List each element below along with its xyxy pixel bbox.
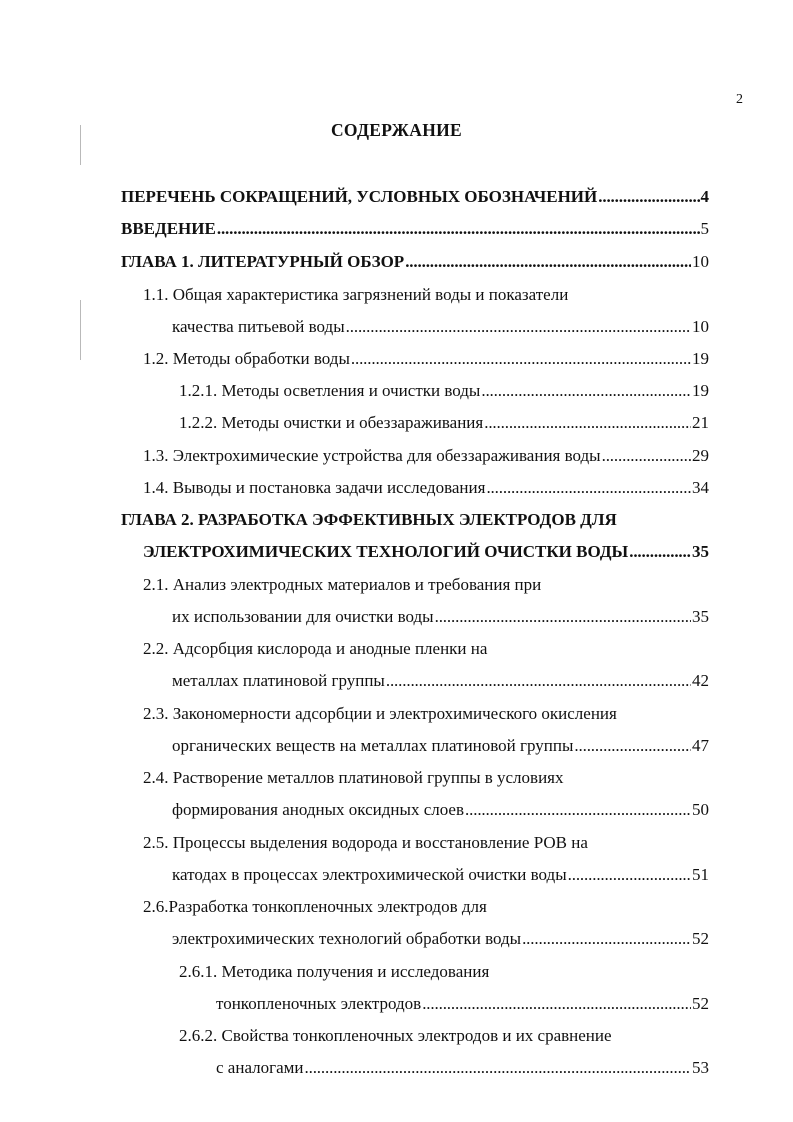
- toc-entry[interactable]: [179, 380, 709, 402]
- toc-entry[interactable]: [172, 735, 709, 757]
- toc-entry[interactable]: [172, 799, 709, 821]
- toc-entry-text: 2.6.Разработка тонкопленочных электродов для: [143, 897, 487, 916]
- toc-entry-text: 1.4. Выводы и постановка задачи исследования: [143, 478, 486, 497]
- toc-entry-page: 10: [692, 252, 709, 271]
- toc-leader: [386, 670, 691, 692]
- toc-entry-text: 1.3. Электрохимические устройства для обеззараживания воды: [143, 446, 601, 465]
- toc-entry-text: 2.1. Анализ электродных материалов и требования при: [143, 575, 542, 594]
- toc-entry-text: электрохимических технологий обработки воды: [172, 929, 522, 948]
- toc-leader: [305, 1057, 692, 1079]
- toc-entry-text: ЭЛЕКТРОХИМИЧЕСКИХ ТЕХНОЛОГИЙ ОЧИСТКИ ВОДЫ: [143, 542, 629, 561]
- toc-entry-text: их использовании для очистки воды: [172, 607, 434, 626]
- toc-leader: [351, 348, 691, 370]
- toc-entry[interactable]: [143, 348, 709, 370]
- toc-entry[interactable]: [172, 316, 709, 338]
- toc-entry[interactable]: [143, 284, 709, 306]
- toc-entry[interactable]: [121, 251, 709, 273]
- toc-entry-text: 2.4. Растворение металлов платиновой группы в условиях: [143, 768, 564, 787]
- toc-entry-text: ГЛАВА 1. ЛИТЕРАТУРНЫЙ ОБЗОР: [121, 252, 405, 271]
- toc-leader: [574, 735, 691, 757]
- toc-entry-text: металлах платиновой группы: [172, 671, 385, 690]
- toc-entry[interactable]: [172, 670, 709, 692]
- toc-entry-page: 52: [692, 994, 709, 1013]
- toc-entry-page: 19: [692, 349, 709, 368]
- toc-entry[interactable]: [143, 767, 709, 789]
- toc-leader: [486, 477, 691, 499]
- toc-entry-page: 29: [692, 446, 709, 465]
- toc-entry[interactable]: [179, 412, 709, 434]
- toc-entry[interactable]: [143, 574, 709, 596]
- toc-entry-page: 51: [692, 865, 709, 884]
- toc-leader: [435, 606, 691, 628]
- toc-entry-page: 35: [692, 542, 709, 561]
- toc-entry[interactable]: [179, 1025, 709, 1047]
- toc-entry-text: 1.1. Общая характеристика загрязнений воды и показатели: [143, 285, 569, 304]
- toc-entry-text: 1.2.2. Методы очистки и обеззараживания: [179, 413, 484, 432]
- toc-entry-text: 1.2.1. Методы осветления и очистки воды: [179, 381, 481, 400]
- toc-entry-page: 42: [692, 671, 709, 690]
- toc-entry-text: ВВЕДЕНИЕ: [121, 219, 216, 238]
- toc-entry-page: 21: [692, 413, 709, 432]
- toc-entry[interactable]: [121, 186, 709, 208]
- toc-leader: [629, 541, 691, 563]
- toc-entry-page: 5: [700, 219, 709, 238]
- toc-leader: [568, 864, 691, 886]
- toc-entry-page: 52: [692, 929, 709, 948]
- toc-entry-text: тонкопленочных электродов: [216, 994, 422, 1013]
- toc-entry-page: 19: [692, 381, 709, 400]
- toc-entry-text: 1.2. Методы обработки воды: [143, 349, 350, 368]
- toc-entry[interactable]: [172, 928, 709, 950]
- toc-leader: [602, 445, 691, 467]
- toc-leader: [484, 412, 691, 434]
- toc-entry[interactable]: [172, 606, 709, 628]
- toc-entry-page: 53: [692, 1058, 709, 1077]
- toc-entry-page: 35: [692, 607, 709, 626]
- toc-leader: [598, 186, 699, 208]
- toc-entry[interactable]: [143, 638, 709, 660]
- toc-entry[interactable]: [143, 445, 709, 467]
- scan-artifact: [80, 300, 81, 360]
- toc-leader: [217, 218, 700, 240]
- toc-entry-text: органических веществ на металлах платиновой группы: [172, 736, 574, 755]
- toc-entry[interactable]: [143, 703, 709, 725]
- toc-entry[interactable]: [216, 993, 709, 1015]
- toc-entry[interactable]: [179, 961, 709, 983]
- toc-entry-page: 47: [692, 736, 709, 755]
- toc-entry-page: 4: [700, 187, 709, 206]
- toc-entry-text: 2.6.1. Методика получения и исследования: [179, 962, 490, 981]
- toc-entry[interactable]: [121, 509, 709, 531]
- toc-leader: [522, 928, 691, 950]
- toc-entry[interactable]: [143, 477, 709, 499]
- toc-leader: [422, 993, 691, 1015]
- toc-entry[interactable]: [143, 541, 709, 563]
- toc-entry-page: 34: [692, 478, 709, 497]
- toc-entry-text: 2.2. Адсорбция кислорода и анодные пленки на: [143, 639, 488, 658]
- toc-entry-text: катодах в процессах электрохимической очистки воды: [172, 865, 567, 884]
- toc-entry-text: 2.6.2. Свойства тонкопленочных электродов и их сравнение: [179, 1026, 612, 1045]
- toc-entry-text: 2.5. Процессы выделения водорода и восстановление РОВ на: [143, 833, 588, 852]
- toc-entry[interactable]: [143, 832, 709, 854]
- toc-entry[interactable]: [121, 218, 709, 240]
- toc-entry-text: 2.3. Закономерности адсорбции и электрохимического окисления: [143, 704, 617, 723]
- toc-entry[interactable]: [172, 864, 709, 886]
- toc-entry-page: 10: [692, 317, 709, 336]
- page-number: 2: [736, 92, 743, 107]
- toc-leader: [481, 380, 691, 402]
- toc-entry-page: 50: [692, 800, 709, 819]
- toc-entry-text: с аналогами: [216, 1058, 304, 1077]
- toc-leader: [346, 316, 691, 338]
- toc-entry[interactable]: [143, 896, 709, 918]
- toc-entry-text: качества питьевой воды: [172, 317, 345, 336]
- toc-entry[interactable]: [216, 1057, 709, 1079]
- toc-entry-text: формирования анодных оксидных слоев: [172, 800, 465, 819]
- toc-leader: [465, 799, 691, 821]
- toc-title: СОДЕРЖАНИЕ: [330, 120, 462, 140]
- toc-entry-text: ПЕРЕЧЕНЬ СОКРАЩЕНИЙ, УСЛОВНЫХ ОБОЗНАЧЕНИЙ: [121, 187, 598, 206]
- toc-leader: [405, 251, 691, 273]
- toc-entry-text: ГЛАВА 2. РАЗРАБОТКА ЭФФЕКТИВНЫХ ЭЛЕКТРОДОВ ДЛЯ: [121, 510, 617, 529]
